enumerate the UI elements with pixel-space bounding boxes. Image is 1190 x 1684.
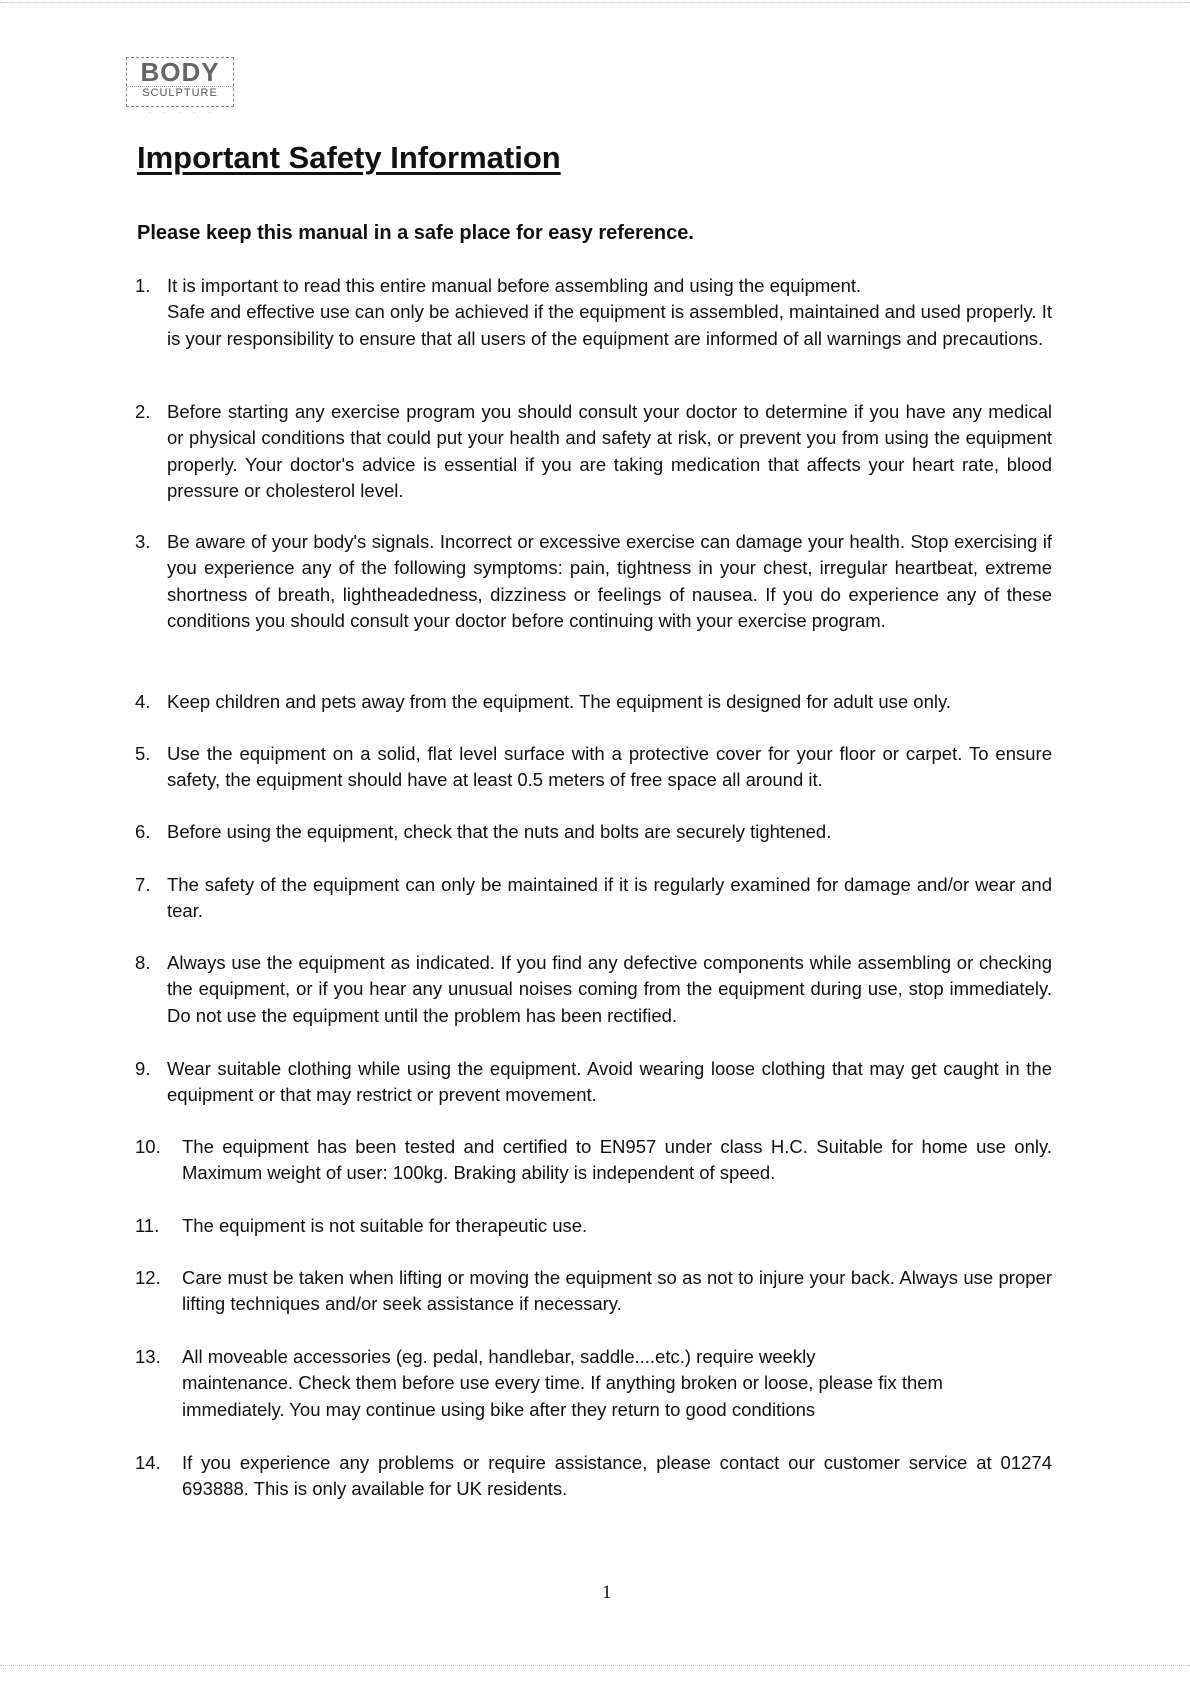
item-text	[167, 1056, 1052, 1109]
item-paragraph: It is important to read this entire manual before assembling and using the equipment.	[167, 275, 862, 296]
item-paragraph: If you experience any problems or require assistance, please contact our customer service at 01274 693888. This is only available for UK residents.	[182, 1452, 1052, 1500]
item-text	[182, 1265, 1052, 1318]
item-text	[182, 1450, 1052, 1503]
item-text	[167, 529, 1052, 634]
item-paragraph: All moveable accessories (eg. pedal, handlebar, saddle....etc.) require weekly	[182, 1346, 816, 1367]
scan-edge-bottom	[0, 1665, 1190, 1666]
item-paragraph: The safety of the equipment can only be maintained if it is regularly examined for damage and/or wear and tear.	[167, 874, 1052, 922]
item-paragraph: Before starting any exercise program you should consult your doctor to determine if you have any medical or physical conditions that could put your health and safety at risk, or prevent you from using the equipment properly. Your doctor's advice is essential if you are taking medication that affects your heart rate, blood pressure or cholesterol level.	[167, 401, 1052, 501]
item-number: 1.	[135, 275, 151, 296]
page-number: 1	[602, 1582, 612, 1603]
item-text	[182, 1213, 1052, 1239]
item-paragraph: Always use the equipment as indicated. If you find any defective components while assembling or checking the equipment, or if you hear any unusual noises coming from the equipment during use, stop immediately. Do not use the equipment until the problem has been rectified.	[167, 952, 1052, 1026]
logo-tagline-faint: · · · · ·	[148, 108, 216, 117]
item-number: 14.	[135, 1452, 161, 1473]
item-paragraph: The equipment is not suitable for therapeutic use.	[182, 1215, 588, 1236]
item-paragraph: Keep children and pets away from the equipment. The equipment is designed for adult use only.	[167, 691, 951, 712]
item-number: 7.	[135, 874, 151, 895]
item-number: 10.	[135, 1136, 161, 1157]
item-paragraph: Care must be taken when lifting or moving the equipment so as not to injure your back. Always use proper lifting techniques and/or seek assistance if necessary.	[182, 1267, 1052, 1315]
item-number: 9.	[135, 1058, 151, 1079]
item-number: 5.	[135, 743, 151, 764]
item-text	[167, 273, 1052, 352]
item-text	[167, 741, 1052, 794]
item-text	[182, 1134, 1052, 1187]
item-text	[167, 872, 1052, 925]
item-number: 12.	[135, 1267, 161, 1288]
item-paragraph: Wear suitable clothing while using the equipment. Avoid wearing loose clothing that may get caught in the equipment or that may restrict or prevent movement.	[167, 1058, 1052, 1106]
subtitle: Please keep this manual in a safe place for easy reference.	[137, 222, 694, 244]
item-paragraph: The equipment has been tested and certified to EN957 under class H.C. Suitable for home use only. Maximum weight of user: 100kg. Braking ability is independent of speed.	[182, 1136, 1052, 1184]
item-number: 13.	[135, 1346, 161, 1367]
body-sculpture-logo	[126, 57, 234, 117]
item-text	[167, 950, 1052, 1029]
item-paragraph: maintenance. Check them before use every time. If anything broken or loose, please fix them	[182, 1372, 943, 1394]
item-number: 3.	[135, 531, 151, 552]
logo-brand: BODY	[140, 57, 220, 87]
item-number: 6.	[135, 821, 151, 842]
item-paragraph: Safe and effective use can only be achieved if the equipment is assembled, maintained and used properly. It is your responsibility to ensure that all users of the equipment are informed of all warnings and precautions.	[167, 301, 1052, 349]
item-text	[167, 689, 1052, 715]
item-paragraph: Use the equipment on a solid, flat level surface with a protective cover for your floor or carpet. To ensure safety, the equipment should have at least 0.5 meters of free space all around it.	[167, 743, 1052, 791]
item-number: 2.	[135, 401, 151, 422]
item-paragraph: Be aware of your body's signals. Incorrect or excessive exercise can damage your health. Stop exercising if you experience any of the following symptoms: pain, tightness in your chest, irregular heartbeat, extreme shortness of breath, lightheadedness, dizziness or feelings of nausea. If you do experience any of these conditions you should consult your doctor before continuing with your exercise program.	[167, 531, 1052, 631]
page-title: Important Safety Information	[137, 140, 561, 175]
item-paragraph: immediately. You may continue using bike after they return to good conditions	[182, 1398, 816, 1420]
item-text	[167, 819, 1052, 845]
item-number: 4.	[135, 691, 151, 712]
logo-sub: SCULPTURE	[127, 86, 233, 99]
item-number: 8.	[135, 952, 151, 973]
item-text	[182, 1344, 1052, 1423]
item-paragraph: Before using the equipment, check that the nuts and bolts are securely tightened.	[167, 821, 832, 842]
item-number: 11.	[135, 1215, 160, 1236]
item-text	[167, 399, 1052, 504]
scan-edge-top	[0, 2, 1190, 3]
